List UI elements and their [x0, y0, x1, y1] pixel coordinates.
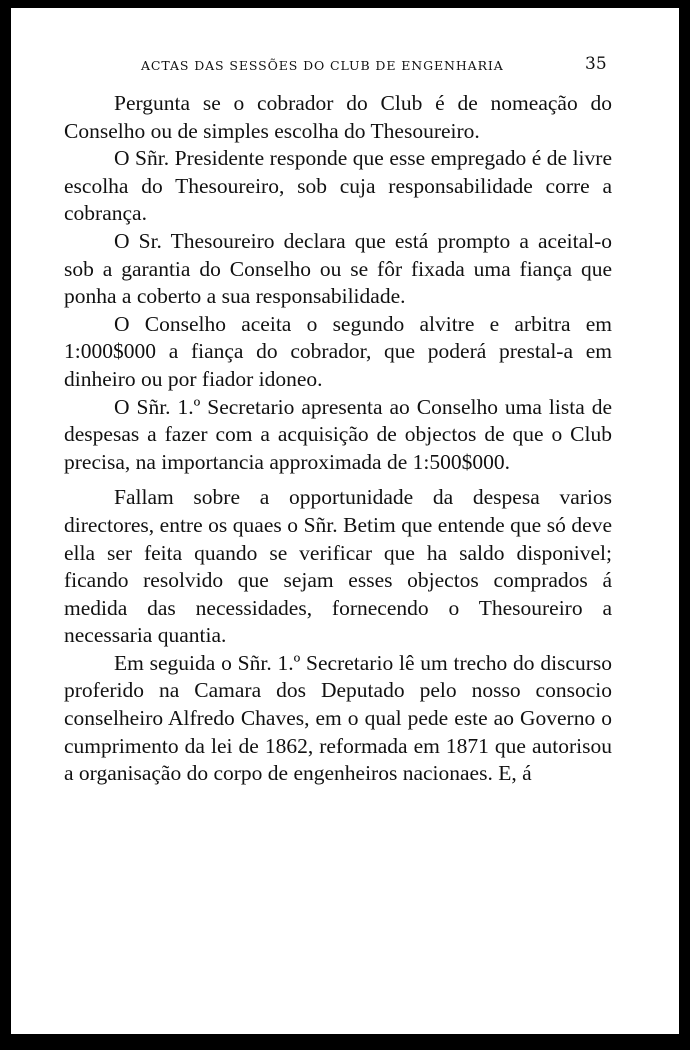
paragraph: Fallam sobre a opportunidade da despesa varios directores, entre os quaes o Sñr. Betim que entende que só deve ella ser feita quando se verificar que ha saldo disponivel; ficando resolvido que sejam esses objectos comprados á medida das necessidades, fornecendo o Thesoureiro a necessaria quantia.: [64, 485, 612, 648]
paragraph: O Sñr. 1.º Secretario apresenta ao Conselho uma lista de despesas a fazer com a acquisição de objectos de que o Club precisa, na importancia approximada de 1:500$000.: [64, 394, 612, 474]
paragraph: Em seguida o Sñr. 1.º Secretario lê um trecho do discurso proferido na Camara dos Deputado pelo nosso consocio conselheiro Alfredo Chaves, em o qual pede este ao Governo o cumprimento da lei de 1862, reformada em 1871 que autorisou a organisação do corpo de engenheiros nacionaes. E, á: [64, 650, 612, 786]
paragraph: Pergunta se o cobrador do Club é de nomeação do Conselho ou de simples escolha do Thesoureiro.: [64, 91, 612, 143]
page-number: 35: [585, 54, 607, 74]
running-title: ACTAS DAS SESSÕES DO CLUB DE ENGENHARIA: [141, 58, 504, 73]
paragraph: O Sr. Thesoureiro declara que está prompto a aceital-o sob a garantia do Conselho ou se fôr fixada uma fiança que ponha a coberto a sua responsabilidade.: [64, 228, 612, 309]
body-text: [64, 90, 612, 788]
paragraph: O Conselho aceita o segundo alvitre e arbitra em 1:000$000 a fiança do cobrador, que poderá prestal-a em dinheiro ou por fiador idoneo.: [64, 311, 612, 391]
paragraph: O Sñr. Presidente responde que esse empregado é de livre escolha do Thesoureiro, sob cuja responsabilidade corre a cobrança.: [64, 146, 612, 226]
page-header: [11, 52, 679, 78]
book-page: [11, 8, 679, 1034]
